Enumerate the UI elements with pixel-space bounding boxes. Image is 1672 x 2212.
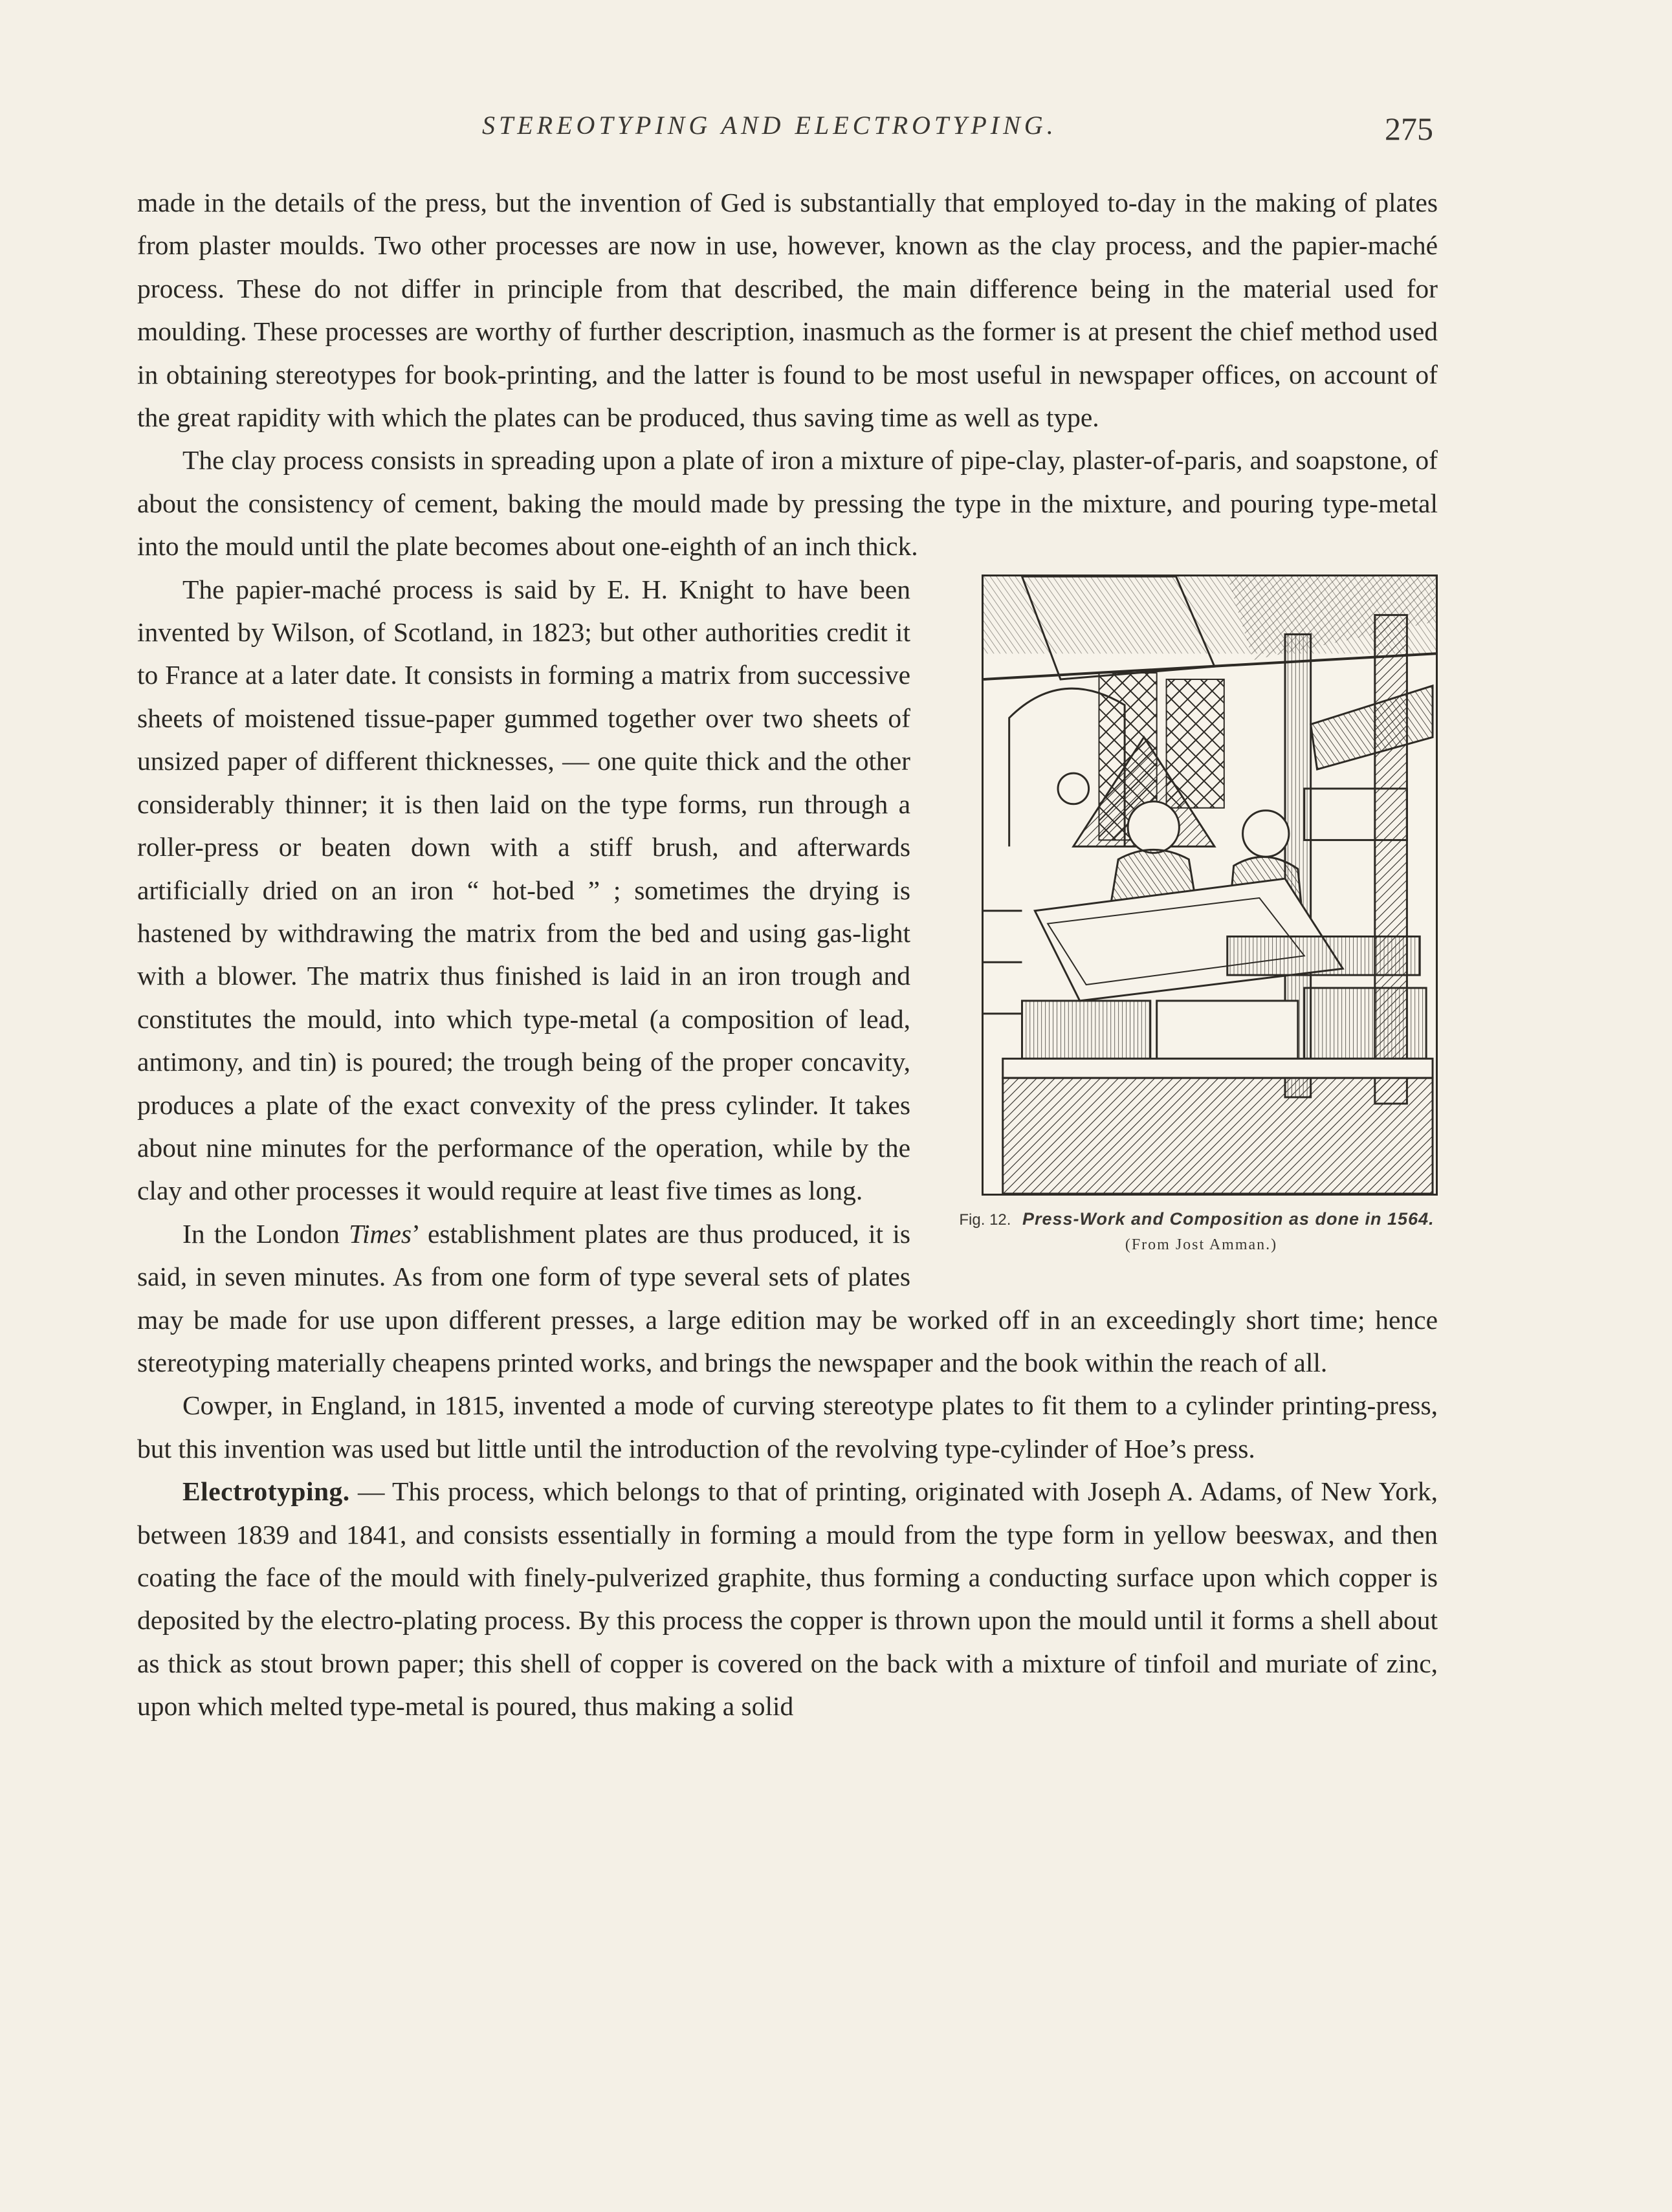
- paragraph-electrotyping: [137, 1470, 1438, 1727]
- woodcut-illustration: [982, 575, 1438, 1196]
- figure-number: Fig. 12.: [959, 1210, 1011, 1229]
- paragraph-cowper: Cowper, in England, in 1815, invented a mode of curving stereotype plates to fit them to a cylinder printing-press, but this invention was used but little until the introduction of the revolving type-cylinder of Hoe’s press.: [137, 1390, 1438, 1463]
- page-number: 275: [1385, 111, 1433, 147]
- electrotyping-text: — This process, which belongs to that of printing, originated with Joseph A. Adams, of New York, between 1839 and 1841, and consists essentially in forming a mould from the type form in yellow beeswax, and then coating the face of the mould with finely-pulverized graphite, thus forming a conducting surface upon which copper is deposited by the electro-plating process. By this process the copper is thrown upon the mould until it forms a shell about as thick as stout brown paper; this shell of copper is covered on the back with a mixture of tinfoil and muriate of zinc, upon which melted type-metal is poured, thus making a solid: [137, 1476, 1438, 1722]
- paragraph-ged-continuation: made in the details of the press, but the invention of Ged is substantially that employed to-day in the making of plates from plaster moulds. Two other processes are now in use, however, known as the clay process, and the papier-maché process. These do not differ in principle from that described, the main difference being in the material used for moulding. These processes are worthy of further description, inasmuch as the former is at present the chief method used in obtaining stereotypes for book-printing, and the latter is found to be most useful in newspaper offices, on account of the great rapidity with which the plates can be produced, thus saving time as well as type.: [137, 188, 1438, 433]
- body-text: [137, 181, 1438, 1728]
- figure-press-work: [956, 575, 1438, 1296]
- figure-source: (From Jost Amman.): [1125, 1236, 1278, 1253]
- paragraph-clay-process: The clay process consists in spreading upon a plate of iron a mixture of pipe-clay, plaster-of-paris, and soapstone, of about the consistency of cement, baking the mould made by pressing the type in the mixture, and pouring type-metal into the mould until the plate becomes about one-eighth of an inch thick.: [137, 445, 1438, 562]
- london-times-text-b: ’ establishment plates are thus produced, it is said, in seven minutes. As from one form of type several sets of plates may be made for use upon different presses, a large edition may be worked off in an exceedingly short time; hence stereotyping materially cheapens printed works, and brings the newspaper and the book within the reach of all.: [137, 1218, 1438, 1377]
- times-italic: Times: [349, 1218, 412, 1249]
- page-header: [0, 110, 1672, 155]
- figure-caption: [956, 1207, 1438, 1256]
- electrotyping-heading: Electrotyping.: [182, 1476, 350, 1507]
- paragraph-papier-mache: The papier-maché process is said by E. H. Knight to have been invented by Wilson, of Scotland, in 1823; but other authorities credit it to France at a later date. It consists in forming a matrix from successive sheets of moistened tissue-paper gummed together over two sheets of unsized paper of different thicknesses, — one quite thick and the other considerably thinner; it is then laid on the type forms, run through a roller-press or beaten down with a stiff brush, and afterwards artificially dried on an iron “ hot-bed ” ; sometimes the drying is hastened by withdrawing the matrix from the bed and using gas-light with a blower. The matrix thus finished is laid in an iron trough and constitutes the mould, into which type-metal (a composition of lead, antimony, and tin) is poured; the trough being of the proper concavity, produces a plate of the exact convexity of the press cylinder. It takes about nine minutes for the performance of the operation, while by the clay and other processes it would require at least five times as long.: [137, 574, 910, 1206]
- press-work-woodcut-image: [984, 576, 1436, 1194]
- running-title: STEREOTYPING AND ELECTROTYPING.: [482, 111, 1057, 140]
- figure-title: Press-Work and Composition as done in 1564.: [1022, 1209, 1435, 1229]
- london-times-text-a: In the London: [182, 1218, 349, 1249]
